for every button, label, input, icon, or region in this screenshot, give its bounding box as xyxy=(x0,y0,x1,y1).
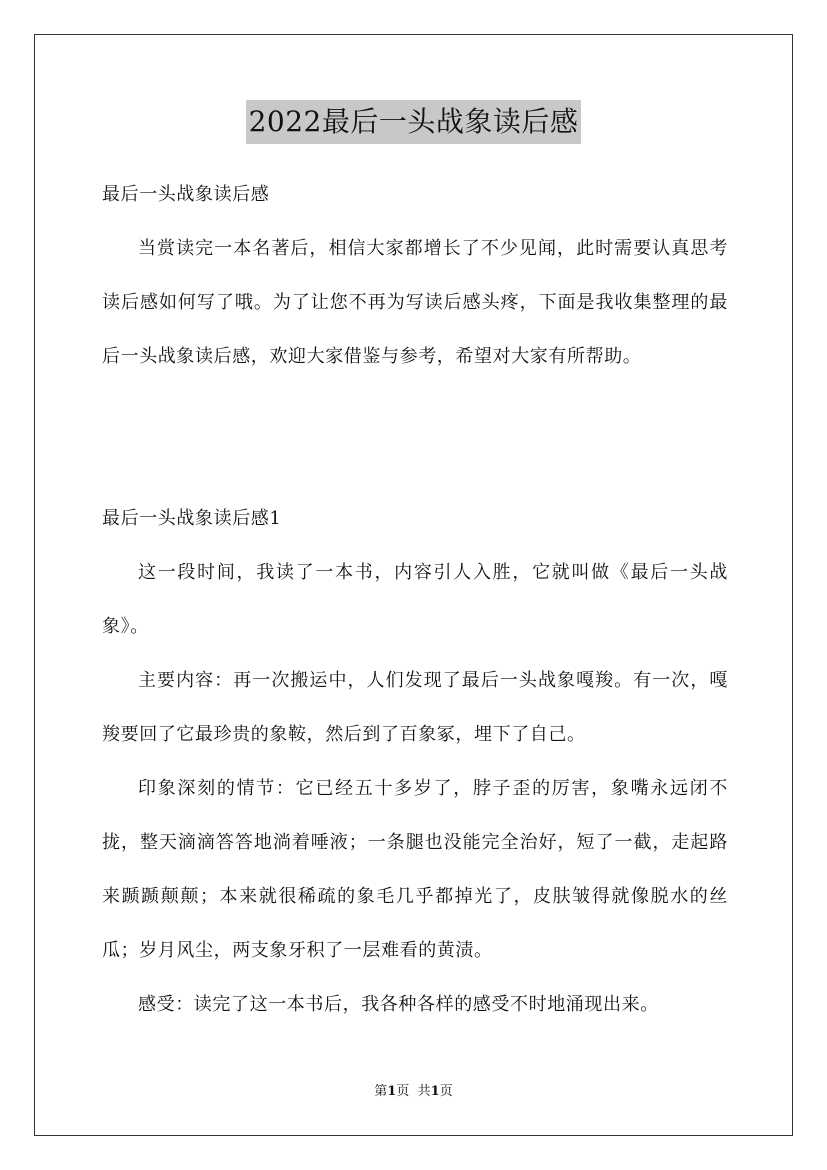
page-unit: 页 xyxy=(396,1084,410,1099)
paragraph-2: 主要内容：再一次搬运中，人们发现了最后一头战象嘎羧。有一次，嘎羧要回了它最珍贵的象鞍，然后到了百象冢，埋下了自己。 xyxy=(102,670,728,745)
paragraph-1: 这一段时间，我读了一本书，内容引人入胜，它就叫做《最后一头战象》。 xyxy=(102,562,728,637)
body-paragraphs xyxy=(102,546,728,1032)
paragraph-4: 感受：读完了这一本书后，我各种各样的感受不时地涌现出来。 xyxy=(138,994,659,1015)
section-heading: 最后一头战象读后感1 xyxy=(102,508,282,529)
paragraph-3: 印象深刻的情节：它已经五十多岁了，脖子歪的厉害，象嘴永远闭不拢，整天滴滴答答地淌着唾液；一条腿也没能完全治好，短了一截，走起路来踬踬颠颠；本来就很稀疏的象毛几乎都掉光了，皮肤皱得就像脱水的丝瓜；岁月风尘，两支象牙积了一层难看的黄渍。 xyxy=(102,778,728,961)
page-footer xyxy=(0,1082,827,1102)
total-prefix: 共 xyxy=(417,1084,431,1099)
total-pages: 1 xyxy=(430,1084,440,1099)
document-heading xyxy=(102,168,728,222)
intro-paragraph: 当赏读完一本名著后，相信大家都增长了不少见闻，此时需要认真思考读后感如何写了哦。为了让您不再为写读后感头疼，下面是我收集整理的最后一头战象读后感，欢迎大家借鉴与参考，希望对大家有所帮助。 xyxy=(102,238,728,367)
total-unit: 页 xyxy=(439,1084,453,1099)
page-prefix: 第 xyxy=(374,1084,388,1099)
section-heading-block xyxy=(102,492,728,546)
heading-text: 最后一头战象读后感 xyxy=(102,184,270,205)
title-container xyxy=(0,100,827,144)
page-number: 1 xyxy=(387,1084,397,1099)
intro-block xyxy=(102,222,728,384)
document-title: 2022最后一头战象读后感 xyxy=(246,100,582,144)
